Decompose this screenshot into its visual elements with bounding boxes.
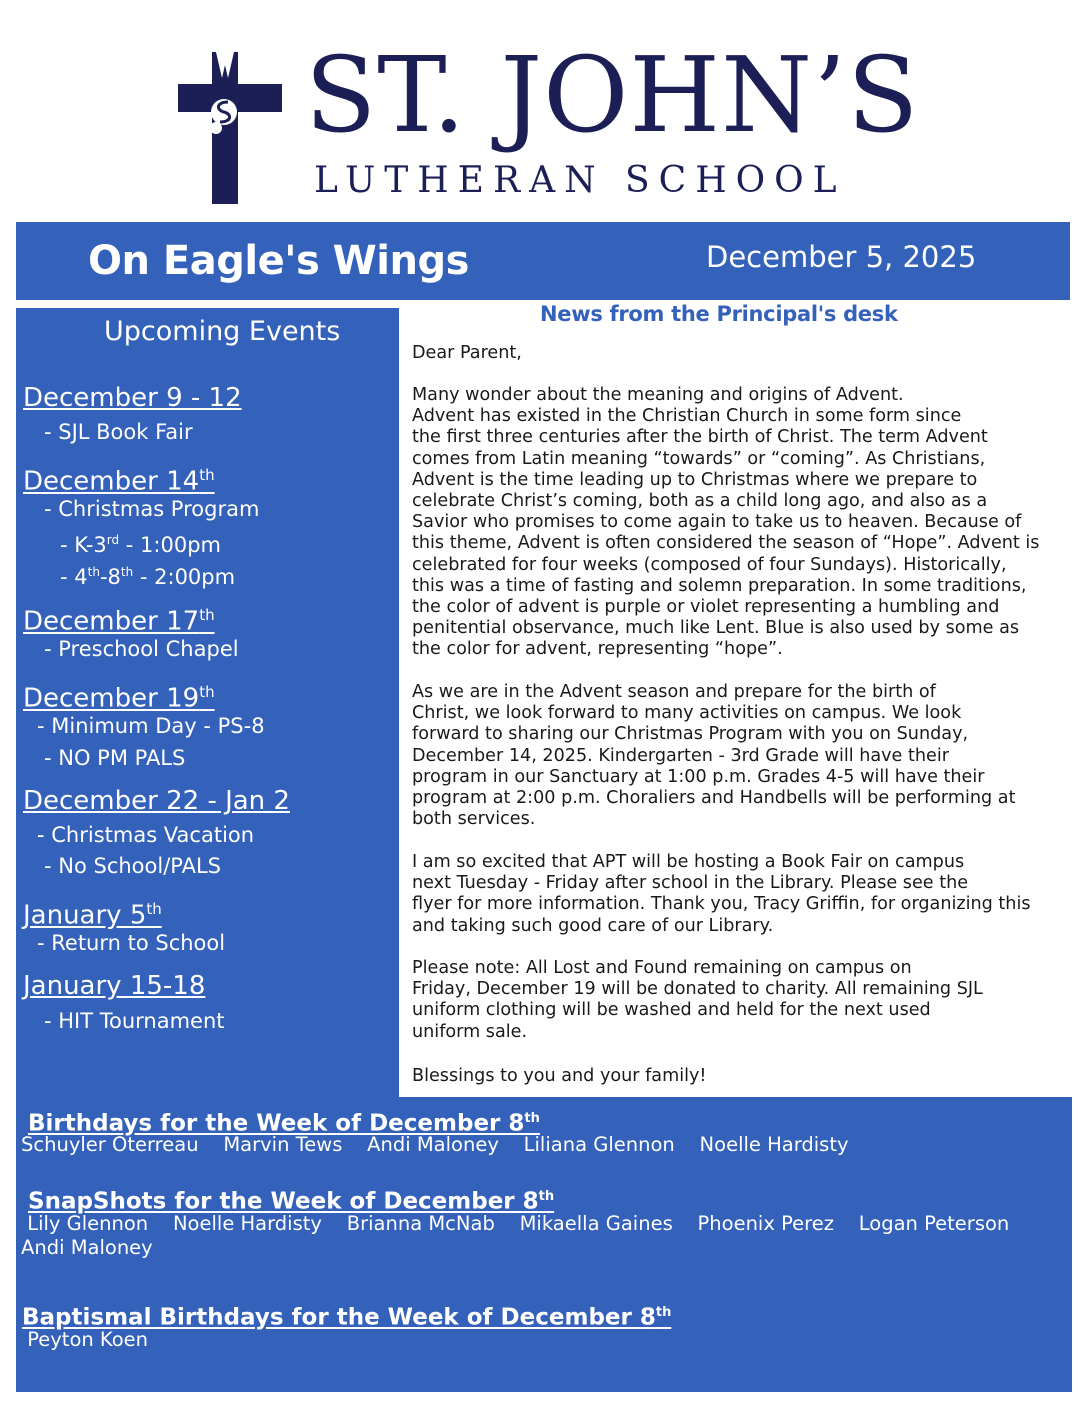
letter-paragraph: Please note: All Lost and Found remaining on campus on Friday, December 19 will be donated to charity. All remaining SJL uniform clothing will be washed and held for the next used uniform sale. — [412, 958, 983, 1042]
birthdays-names: Schuyler Oterreau Marvin Tews Andi Maloney Liliana Glennon Noelle Hardisty — [21, 1133, 849, 1156]
letter-paragraph: Many wonder about the meaning and origins of Advent. Advent has existed in the Christian Church in some form since the first three centuries after the birth of Christ. The term Advent comes from Latin meaning “towards” or “coming”. As Christians, Advent is the time leading up to Christmas where we prepare to celebrate Christ’s coming, both as a child long ago, and also as a Savior who promises to come again to take us to heaven. Because of this theme, Advent is often considered the season of “Hope”. Advent is celebrated for four weeks (composed of four Sundays). Historically, this was a time of fasting and solemn preparation. In some traditions, the color of advent is purple or violet representing a humbling and penitential observance, much like Lent. Blue is also used by some as the color for advent, representing “hope”. — [412, 385, 1040, 660]
baptismal-title: Baptismal Birthdays for the Week of December 8th — [22, 1304, 672, 1331]
snapshots-names: Lily Glennon Noelle Hardisty Brianna McNab Mikaella Gaines Phoenix Perez Logan Peterson — [21, 1212, 1010, 1235]
birthdays-title: Birthdays for the Week of December 8th — [28, 1110, 540, 1137]
letter-title: News from the Principal's desk — [540, 302, 898, 326]
event-item: - HIT Tournament — [44, 1009, 225, 1033]
celebrations-panel — [16, 1097, 1072, 1392]
school-logo — [0, 0, 1088, 215]
school-name: ST. JOHN’S — [305, 34, 920, 156]
event-item: - Return to School — [37, 931, 226, 955]
newsletter-title: On Eagle's Wings — [88, 238, 469, 284]
newsletter-date: December 5, 2025 — [706, 240, 977, 274]
baptismal-names: Peyton Koen — [21, 1328, 149, 1351]
upcoming-events-panel — [16, 308, 399, 1098]
event-date: January 5th — [23, 900, 162, 931]
letter-closing: Blessings to you and your family! — [412, 1066, 707, 1086]
event-item: - SJL Book Fair — [44, 420, 193, 444]
event-item: - K-3rd - 1:00pm — [60, 533, 221, 557]
event-item: - Minimum Day - PS-8 — [37, 714, 265, 738]
letter-greeting: Dear Parent, — [412, 343, 522, 363]
snapshots-names: Andi Maloney — [21, 1236, 153, 1259]
event-item: - No School/PALS — [44, 854, 221, 878]
event-date: December 9 - 12 — [23, 383, 242, 413]
letter-paragraph: As we are in the Advent season and prepare for the birth of Christ, we look forward to many activities on campus. We look forward to sharing our Christmas Program with you on Sunday, December 14, 2025. Kindergarten - 3rd Grade will have their program in our Sanctuary at 1:00 p.m. Grades 4-5 will have their program at 2:00 p.m. Choraliers and Handbells will be performing at both services. — [412, 682, 1016, 830]
event-item: - Christmas Vacation — [37, 823, 255, 847]
event-item: - Christmas Program — [44, 497, 260, 521]
event-date: December 14th — [23, 466, 215, 497]
letter-paragraph: I am so excited that APT will be hosting a Book Fair on campus next Tuesday - Friday after school in the Library. Please see the flyer for more information. Thank you, Tracy Griffin, for organizing this and taking such good care of our Library. — [412, 852, 1031, 936]
event-date: January 15-18 — [23, 971, 206, 1001]
event-item: - 4th-8th - 2:00pm — [60, 565, 236, 589]
event-date: December 19th — [23, 683, 215, 714]
school-subtitle: LUTHERAN SCHOOL — [314, 160, 846, 201]
event-item: - Preschool Chapel — [44, 637, 239, 661]
event-item: - NO PM PALS — [44, 746, 186, 770]
events-title: Upcoming Events — [104, 316, 341, 347]
newsletter-banner — [16, 222, 1070, 300]
event-date: December 22 - Jan 2 — [23, 786, 290, 816]
cross-icon — [178, 52, 282, 204]
event-date: December 17th — [23, 606, 215, 637]
snapshots-title: SnapShots for the Week of December 8th — [28, 1188, 555, 1215]
